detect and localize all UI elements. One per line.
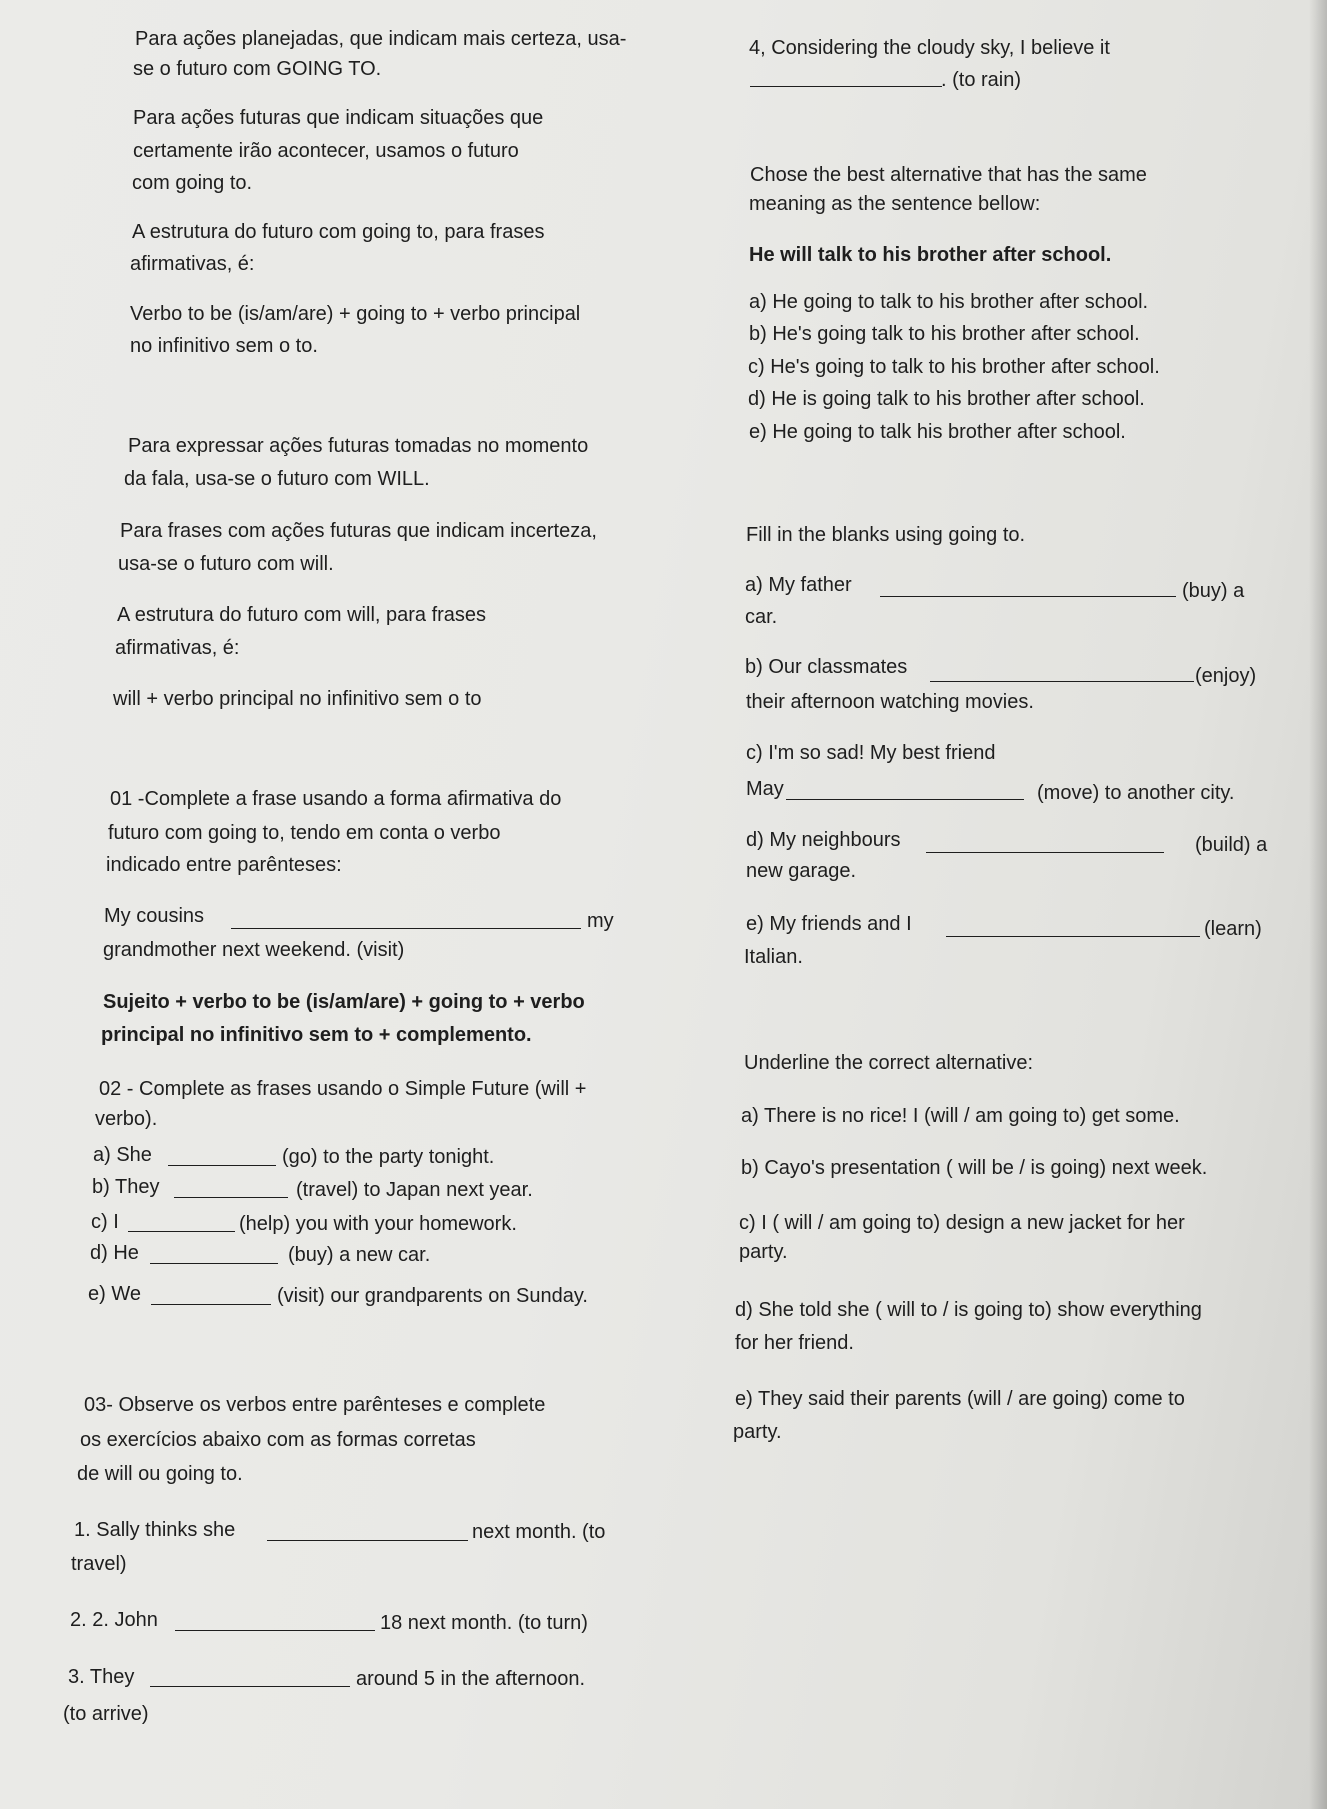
will-usage-line2: da fala, usa-se o futuro com WILL. [124,468,430,490]
going-to-usage-line1: Para ações futuras que indicam situações que [133,107,544,129]
ex02-item-b-subject: b) They [92,1176,160,1198]
will-uncertainty-line1: Para frases com ações futuras que indicam incerteza, [120,520,597,542]
ex03-item2-subject: 2. 2. John [70,1609,158,1631]
ex02-item-b-rest: (travel) to Japan next year. [296,1179,533,1201]
q4-line1: 4, Considering the cloudy sky, I believe it [749,37,1110,59]
underline-item-d-line2: for her friend. [735,1332,854,1354]
ex01-rule-line1: Sujeito + verbo to be (is/am/are) + going to + verbo [103,991,585,1013]
q4-rest: . (to rain) [941,69,1022,91]
ex03-instruction-line1: 03- Observe os verbos entre parênteses e complete [84,1394,546,1416]
ex03-item1-cont: travel) [71,1553,127,1575]
underline-item-c-line1: c) I ( will / am going to) design a new jacket for her [739,1212,1185,1234]
ex03-item2-blank[interactable] [175,1630,375,1631]
fill-c-blank[interactable] [786,799,1024,800]
ex03-item2-rest: 18 next month. (to turn) [380,1612,588,1634]
ex01-answer-blank[interactable] [231,928,581,929]
going-to-usage-line3: com going to. [132,172,253,194]
ex02-instruction-line1: 02 - Complete as frases usando o Simple Future (will + [99,1078,587,1100]
ex03-item3-blank[interactable] [150,1686,350,1687]
will-usage-line1: Para expressar ações futuras tomadas no momento [128,435,589,457]
will-uncertainty-line2: usa-se o futuro com will. [118,553,334,575]
fill-d-blank[interactable] [926,852,1164,853]
ex03-item3-rest: around 5 in the afternoon. [356,1668,586,1690]
ex02-item-e-subject: e) We [88,1283,141,1305]
fill-a-blank[interactable] [880,596,1176,597]
ex02-item-c-blank[interactable] [128,1231,235,1232]
ex02-item-a-subject: a) She [93,1144,152,1166]
going-to-formula-line2: no infinitivo sem o to. [130,335,318,357]
ex02-item-e-rest: (visit) our grandparents on Sunday. [277,1285,588,1307]
ex02-item-a-rest: (go) to the party tonight. [282,1146,495,1168]
underline-item-d-line1: d) She told she ( will to / is going to) show everything [735,1299,1202,1321]
fill-e-cont: Italian. [744,946,803,968]
intro-going-to-line2: se o futuro com GOING TO. [133,58,382,80]
fill-d-subject: d) My neighbours [746,829,901,851]
fill-b-rest: (enjoy) [1195,665,1257,687]
chose-sentence: He will talk to his brother after school. [749,244,1112,266]
fill-e-subject: e) My friends and I [746,913,912,935]
underline-item-b: b) Cayo's presentation ( will be / is going) next week. [741,1157,1208,1179]
intro-going-to-line1: Para ações planejadas, que indicam mais certeza, usa- [135,28,627,50]
going-to-structure-line2: afirmativas, é: [130,253,255,275]
ex02-item-d-blank[interactable] [150,1263,278,1264]
ex03-item1-rest: next month. (to [472,1521,606,1543]
underline-title: Underline the correct alternative: [744,1052,1034,1074]
ex03-instruction-line2: os exercícios abaixo com as formas corretas [80,1429,476,1451]
q4-answer-blank[interactable] [750,86,942,87]
ex01-item-rest: grandmother next weekend. (visit) [103,939,405,961]
underline-item-e-line2: party. [733,1421,782,1443]
fill-c-rest: (move) to another city. [1037,782,1235,804]
ex03-item3-cont: (to arrive) [63,1703,149,1725]
fill-title: Fill in the blanks using going to. [746,524,1026,546]
underline-item-c-line2: party. [739,1241,788,1263]
ex02-item-d-rest: (buy) a new car. [288,1244,431,1266]
underline-item-a: a) There is no rice! I (will / am going to) get some. [741,1105,1180,1127]
fill-b-subject: b) Our classmates [745,656,908,678]
fill-a-cont: car. [745,606,778,628]
going-to-formula-line1: Verbo to be (is/am/are) + going to + verbo principal [130,303,581,325]
chose-instruction-line1: Chose the best alternative that has the same [750,164,1147,186]
ex03-item3-subject: 3. They [68,1666,135,1688]
ex01-item-subject: My cousins [104,905,205,927]
fill-b-blank[interactable] [930,681,1194,682]
ex02-item-d-subject: d) He [90,1242,139,1264]
chose-option-d: d) He is going talk to his brother after school. [748,388,1145,410]
ex01-instruction-line1: 01 -Complete a frase usando a forma afirmativa do [110,788,562,810]
chose-instruction-line2: meaning as the sentence bellow: [749,193,1041,215]
ex01-rule-line2: principal no infinitivo sem to + complemento. [101,1024,532,1046]
ex02-item-e-blank[interactable] [151,1304,271,1305]
fill-d-cont: new garage. [746,860,857,882]
page-edge-shadow [1309,0,1327,1809]
going-to-usage-line2: certamente irão acontecer, usamos o futuro [133,140,519,162]
fill-a-subject: a) My father [745,574,852,596]
ex03-instruction-line3: de will ou going to. [77,1463,243,1485]
fill-a-rest: (buy) a [1182,580,1245,602]
fill-b-cont: their afternoon watching movies. [746,691,1034,713]
going-to-structure-line1: A estrutura do futuro com going to, para frases [132,221,545,243]
fill-d-rest: (build) a [1195,834,1268,856]
chose-option-b: b) He's going talk to his brother after school. [749,323,1140,345]
chose-option-e: e) He going to talk his brother after school. [749,421,1126,443]
fill-e-blank[interactable] [946,936,1200,937]
chose-option-c: c) He's going to talk to his brother after school. [748,356,1160,378]
ex02-item-c-rest: (help) you with your homework. [239,1213,517,1235]
ex03-item1-subject: 1. Sally thinks she [74,1519,236,1541]
will-structure-line2: afirmativas, é: [115,637,240,659]
ex01-item-possessive: my [587,910,614,932]
ex02-item-b-blank[interactable] [174,1197,288,1198]
fill-c-line1: c) I'm so sad! My best friend [746,742,996,764]
fill-c-subject: May [746,778,784,800]
ex02-instruction-line2: verbo). [95,1108,158,1130]
ex01-instruction-line2: futuro com going to, tendo em conta o verbo [108,822,501,844]
will-formula: will + verbo principal no infinitivo sem o to [113,688,482,710]
fill-e-rest: (learn) [1204,918,1262,940]
ex03-item1-blank[interactable] [267,1540,468,1541]
chose-option-a: a) He going to talk to his brother after school. [749,291,1149,313]
ex01-instruction-line3: indicado entre parênteses: [106,854,342,876]
ex02-item-a-blank[interactable] [168,1165,276,1166]
underline-item-e-line1: e) They said their parents (will / are going) come to [735,1388,1185,1410]
ex02-item-c-subject: c) I [91,1211,119,1233]
will-structure-line1: A estrutura do futuro com will, para frases [117,604,487,626]
